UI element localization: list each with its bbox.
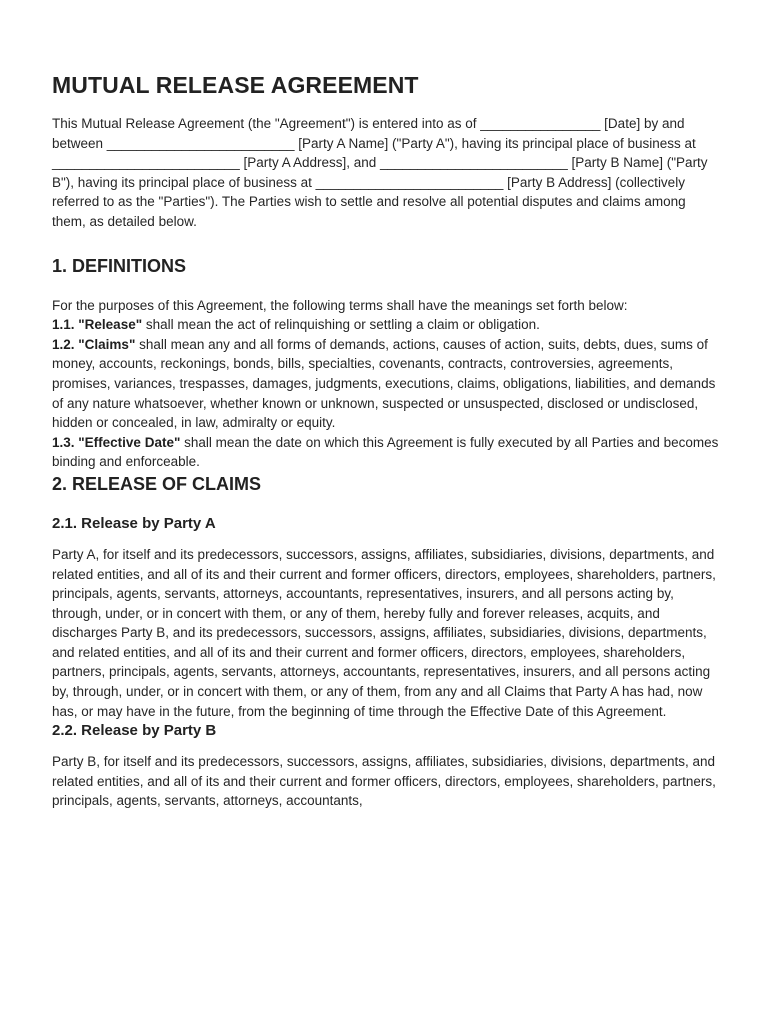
definition-text: shall mean any and all forms of demands, actions, causes of action, suits, debts, dues, sums of money, accounts, reckonings, bonds, bills, specialties, covenants, contracts, controversies, agreements, promises, variances, trespasses, damages, judgments, executions, claims, obligations, liabilities, and demands of any nature whatsoever, whether known or unknown, suspected or unsuspected, disclosed or undisclosed, hidden or concealed, in law, admiralty or equity. bbox=[52, 336, 716, 431]
document-page bbox=[52, 70, 722, 811]
release-heading: 2. RELEASE OF CLAIMS bbox=[52, 473, 262, 494]
intro-paragraph: This Mutual Release Agreement (the "Agreement") is entered into as of ________________ [Date] by and between _________________________ [Party A Name] ("Party A"), having its principal place of business at _________________________ [Party A Address], and _________________________ [Party B Name] ("Party B"), having its principal place of business at _________________________ [Party B Address] (collectively referred to as the "Parties"). The Parties wish to settle and resolve all potential disputes and claims among them, as detailed below. bbox=[52, 116, 708, 229]
definition-term: 1.2. "Claims" bbox=[52, 336, 136, 352]
definition-item-release bbox=[52, 315, 722, 335]
release-party-a-heading: 2.1. Release by Party A bbox=[52, 514, 216, 532]
definition-term: 1.3. "Effective Date" bbox=[52, 434, 181, 450]
definition-item-claims bbox=[52, 335, 722, 433]
definitions-heading: 1. DEFINITIONS bbox=[52, 255, 187, 276]
definition-term: 1.1. "Release" bbox=[52, 317, 143, 333]
release-party-b-text: Party B, for itself and its predecessors, successors, assigns, affiliates, subsidiaries, divisions, departments, and related entities, and all of its and their current and former officers, directors, employees, shareholders, partners, principals, agents, servants, attorneys, accountants, bbox=[52, 754, 716, 809]
definition-text: shall mean the date on which this Agreement is fully executed by all Parties and becomes binding and enforceable. bbox=[52, 434, 719, 470]
document-title: MUTUAL RELEASE AGREEMENT bbox=[52, 72, 419, 98]
definition-text: shall mean the act of relinquishing or settling a claim or obligation. bbox=[142, 317, 540, 333]
release-party-b-heading: 2.2. Release by Party B bbox=[52, 722, 217, 740]
definition-item-effective-date bbox=[52, 433, 722, 472]
definitions-lead: For the purposes of this Agreement, the following terms shall have the meanings set forth below: bbox=[52, 297, 628, 313]
release-party-a-text: Party A, for itself and its predecessors, successors, assigns, affiliates, subsidiaries, divisions, departments, and related entities, and all of its and their current and former officers, directors, employees, shareholders, partners, principals, agents, servants, attorneys, accountants, representatives, insurers, and all persons acting by, through, under, or in concert with them, or any of them, hereby fully and forever releases, acquits, and discharges Party B, and its predecessors, successors, assigns, affiliates, subsidiaries, divisions, departments, and related entities, and all of its and their current and former officers, directors, employees, shareholders, partners, principals, agents, servants, attorneys, accountants, representatives, insurers, and all persons acting by, through, under, or in concert with them, or any of them, from any and all Claims that Party A has had, now has, or may have in the future, from the beginning of time through the Effective Date of this Agreement. bbox=[52, 546, 716, 719]
